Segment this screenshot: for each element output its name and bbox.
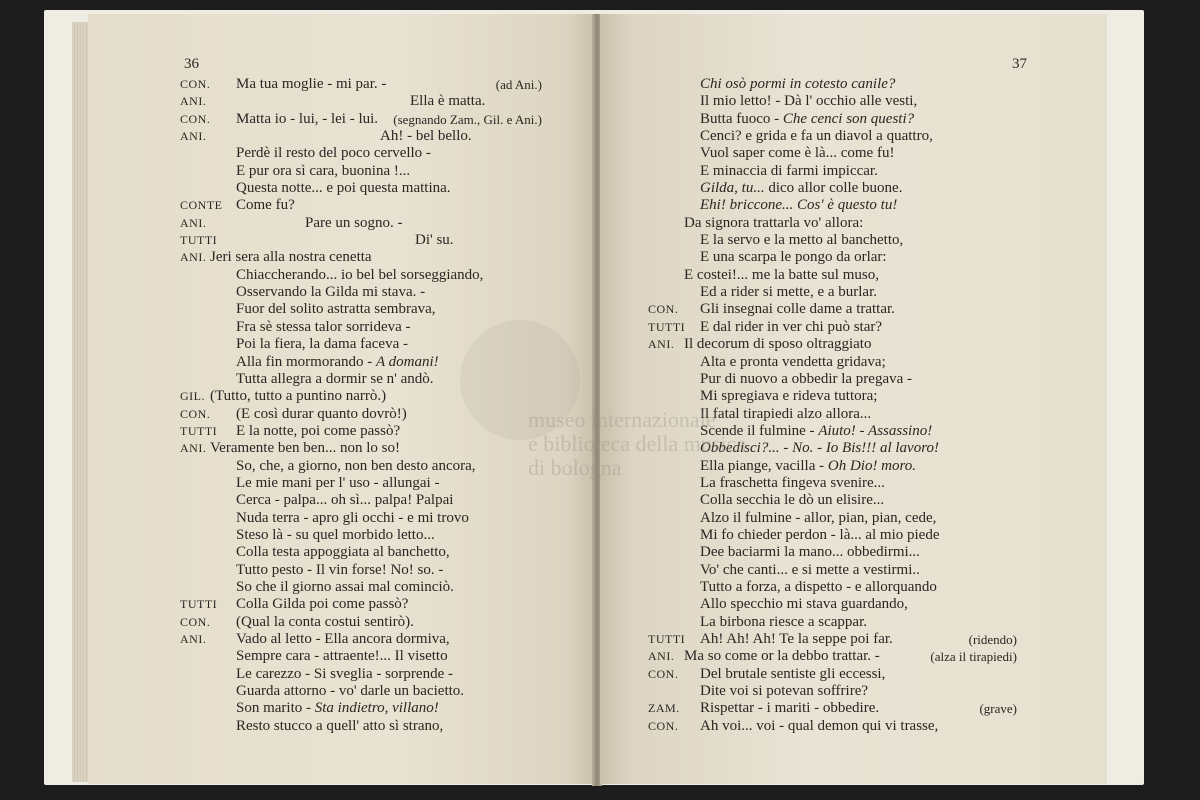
- speaker-label: ANI.: [180, 215, 207, 230]
- verse-text: [236, 492, 453, 509]
- verse-line: [600, 666, 1107, 683]
- verse-text: [700, 440, 939, 457]
- verse-line: [600, 614, 1107, 631]
- verse-plain: Alla fin mormorando -: [236, 353, 373, 370]
- speaker-label: TUTTI: [648, 632, 686, 646]
- verse-plain: Nuda terra - apro gli occhi - e mi trovo: [236, 509, 469, 526]
- verse-text: [684, 215, 863, 232]
- verse-line: [600, 145, 1107, 162]
- verse-plain: Jeri sera alla nostra cenetta: [210, 249, 372, 266]
- verse-text: [700, 700, 879, 717]
- verse-line: [88, 631, 596, 648]
- verse-text: [236, 596, 408, 613]
- verse-text: [380, 128, 472, 145]
- verse-text: [236, 423, 400, 440]
- verse-line: [88, 458, 596, 475]
- verse-line: [600, 267, 1107, 284]
- stage-direction: (ridendo): [968, 632, 1017, 647]
- verse-line: [600, 579, 1107, 596]
- verse-plain: Il mio letto! - Dà l' occhio alle vesti,: [700, 93, 918, 110]
- verse-plain: Dee baciarmi la mano... obbedirmi...: [700, 544, 920, 561]
- verse-line: [88, 284, 596, 301]
- verse-text: [700, 631, 893, 648]
- verse-line: [600, 336, 1107, 353]
- right-page-number: 37: [1012, 56, 1027, 72]
- verse-plain: Cerca - palpa... oh sì... palpa! Palpai: [236, 492, 454, 509]
- verse-plain: E la servo e la metto al banchetto,: [700, 232, 904, 249]
- verse-plain: E la notte, poi come passò?: [236, 422, 401, 439]
- verse-line: [600, 93, 1107, 110]
- verse-text: [236, 648, 448, 665]
- verse-plain: E minaccia di farmi impiccar.: [700, 162, 878, 179]
- verse-text: [236, 544, 450, 561]
- verse-line: [600, 163, 1107, 180]
- verse-plain: Ah voi... voi - qual demon qui vi trasse,: [700, 717, 939, 734]
- verse-text: [700, 111, 914, 128]
- verse-italic: Sta indietro, villano!: [314, 700, 439, 717]
- speaker-label: ANI.: [180, 250, 207, 265]
- verse-italic: Ehi! briccone... Cos' è questo tu!: [700, 197, 898, 214]
- verse-italic: Aiuto! - Assassino!: [818, 422, 933, 439]
- verse-text: [700, 683, 868, 700]
- verse-plain: Mi fo chieder perdon - là... al mio piede: [700, 526, 940, 543]
- verse-line: [88, 180, 596, 197]
- verse-line: [88, 666, 596, 683]
- watermark-logo: [460, 320, 580, 440]
- verse-text: [700, 388, 877, 405]
- verse-plain: Chiaccherando... io bel bel sorseggiando,: [236, 266, 484, 283]
- verse-plain: Ah! - bel bello.: [380, 128, 472, 145]
- verse-text: [236, 683, 464, 700]
- verse-text: [700, 145, 894, 162]
- verse-line: [600, 683, 1107, 700]
- watermark-line: di bologna: [528, 455, 622, 480]
- verse-text: [236, 111, 378, 128]
- verse-text: [700, 544, 920, 561]
- speaker-label: CON.: [180, 614, 211, 629]
- verse-italic: Oh Dio! moro.: [827, 457, 917, 474]
- verse-text: [700, 579, 937, 596]
- verse-text: [684, 336, 871, 353]
- verse-text: [700, 718, 938, 735]
- verse-text: [236, 406, 407, 423]
- stage-direction: (grave): [979, 701, 1017, 717]
- verse-plain: Alta e pronta vendetta gridava;: [700, 353, 886, 370]
- verse-text: [236, 319, 411, 336]
- verse-text: [236, 336, 408, 353]
- verse-text: [700, 614, 867, 631]
- verse-italic: Gilda, tu...: [700, 180, 765, 197]
- verse-line: [88, 510, 596, 527]
- speaker-label: ANI.: [180, 441, 207, 456]
- verse-line: [88, 475, 596, 492]
- verse-plain: E costei!... me la batte sul muso,: [684, 266, 879, 283]
- verse-line: [88, 614, 596, 631]
- verse-plain: Ma so come or la debbo trattar. -: [684, 648, 880, 665]
- verse-line: [600, 284, 1107, 301]
- verse-plain: Vado al letto - Ella ancora dormiva,: [236, 631, 450, 647]
- verse-text: [700, 284, 877, 301]
- speaker-label: TUTTI: [648, 319, 686, 334]
- stage-direction: (ad Ani.): [495, 77, 542, 92]
- verse-plain: Ah! Ah! Ah! Te la seppe poi far.: [700, 631, 893, 647]
- verse-line: [600, 371, 1107, 388]
- verse-line: [88, 197, 596, 214]
- speaker-label: TUTTI: [180, 597, 218, 612]
- verse-text: [236, 666, 453, 683]
- verse-plain: Resto stucco a quell' atto sì strano,: [236, 717, 444, 734]
- verse-plain: (E così durar quanto dovrò!): [236, 405, 407, 422]
- verse-plain: Ella è matta.: [410, 93, 486, 110]
- speaker-label: CON.: [180, 77, 211, 91]
- speaker-label: ANI.: [180, 129, 207, 144]
- verse-line: [600, 648, 1107, 665]
- verse-text: [236, 718, 443, 735]
- verse-line: [88, 93, 596, 110]
- verse-line: [600, 458, 1107, 475]
- verse-plain: Ma tua moglie - mi par. -: [236, 76, 387, 92]
- verse-plain: Butta fuoco -: [700, 110, 780, 127]
- verse-line: [600, 527, 1107, 544]
- verse-plain: Questa notte... e poi questa mattina.: [236, 180, 451, 197]
- right-page-text: [600, 76, 1107, 735]
- open-libretto-book: [72, 14, 1107, 786]
- verse-text: [210, 249, 372, 266]
- verse-plain: Le mie mani per l' uso - allungai -: [236, 474, 440, 491]
- verse-plain: Le carezzo - Si sveglia - sorprende -: [236, 665, 453, 682]
- verse-text: [236, 562, 443, 579]
- verse-line: [600, 440, 1107, 457]
- verse-plain: So che il giorno assai mal cominciò.: [236, 578, 454, 595]
- verse-line: [600, 544, 1107, 561]
- verse-line: [600, 631, 1107, 648]
- verse-line: [88, 232, 596, 249]
- verse-plain: Il decorum di sposo oltraggiato: [684, 336, 872, 353]
- verse-plain: Colla secchia le dò un elisire...: [700, 492, 885, 509]
- verse-text: [700, 527, 940, 544]
- verse-plain: Tutto a forza, a dispetto - e allorquando: [700, 578, 937, 595]
- verse-line: [88, 76, 596, 93]
- verse-line: [88, 562, 596, 579]
- verse-plain: Mi spregiava e rideva tuttora;: [700, 388, 878, 405]
- verse-text: [700, 232, 903, 249]
- verse-text: [410, 93, 485, 110]
- verse-text: [700, 492, 884, 509]
- verse-line: [88, 440, 596, 457]
- verse-line: [600, 76, 1107, 93]
- speaker-label: TUTTI: [180, 423, 218, 438]
- speaker-label: CON.: [648, 302, 679, 317]
- verse-line: [600, 423, 1107, 440]
- verse-plain: Alzo il fulmine - allor, pian, pian, cede,: [700, 509, 937, 526]
- verse-text: [700, 128, 933, 145]
- verse-plain: E una scarpa le pongo da orlar:: [700, 249, 887, 266]
- speaker-label: GIL.: [180, 389, 205, 404]
- speaker-label: TUTTI: [180, 233, 218, 248]
- verse-line: [88, 492, 596, 509]
- verse-plain: Pare un sogno. -: [305, 214, 403, 231]
- speaker-label: CONTE: [180, 198, 223, 213]
- speaker-label: CON.: [180, 111, 211, 126]
- verse-line: [88, 700, 596, 717]
- verse-line: [600, 128, 1107, 145]
- verse-text: [210, 440, 400, 457]
- verse-text: [236, 354, 439, 371]
- verse-plain: Poi la fiera, la dama faceva -: [236, 336, 408, 353]
- verse-line: [600, 111, 1107, 128]
- verse-plain: Matta io - lui, - lei - lui.: [236, 110, 379, 127]
- verse-line: [88, 163, 596, 180]
- verse-plain: Allo specchio mi stava guardando,: [700, 596, 908, 613]
- verse-line: [600, 596, 1107, 613]
- verse-text: [236, 267, 483, 284]
- verse-line: [88, 718, 596, 735]
- verse-text: [236, 631, 450, 648]
- verse-line: [600, 510, 1107, 527]
- verse-plain: Del brutale sentiste gli eccessi,: [700, 665, 886, 682]
- verse-plain: Il fatal tirapiedi alzo allora...: [700, 405, 872, 422]
- verse-text: [700, 562, 920, 579]
- left-page-number: 36: [184, 56, 199, 72]
- verse-plain: Pur di nuovo a obbedir la pregava -: [700, 370, 913, 387]
- verse-text: [236, 163, 410, 180]
- verse-line: [88, 267, 596, 284]
- verse-line: [600, 215, 1107, 232]
- verse-italic: Che cenci son questi?: [782, 110, 915, 127]
- verse-text: [700, 371, 912, 388]
- verse-text: [210, 388, 386, 405]
- verse-text: [236, 180, 451, 197]
- verse-line: [600, 319, 1107, 336]
- verse-text: [236, 76, 386, 93]
- verse-line: [88, 111, 596, 128]
- verse-plain: Sempre cara - attraente!... Il visetto: [236, 648, 448, 665]
- verse-text: [700, 163, 878, 180]
- verse-plain: E pur ora sì cara, buonina !...: [236, 162, 411, 179]
- verse-line: [88, 596, 596, 613]
- verse-text: [236, 527, 435, 544]
- verse-plain: Steso là - su quel morbido letto...: [236, 526, 435, 543]
- verse-line: [88, 301, 596, 318]
- verse-text: [700, 406, 871, 423]
- verse-line: [88, 128, 596, 145]
- verse-line: [600, 197, 1107, 214]
- verse-plain: Gli insegnai colle dame a trattar.: [700, 301, 895, 318]
- verse-plain: La fraschetta fingeva svenire...: [700, 474, 885, 491]
- verse-line: [600, 232, 1107, 249]
- speaker-label: ANI.: [180, 94, 207, 109]
- verse-line: [600, 249, 1107, 266]
- verse-italic: A domani!: [375, 353, 439, 370]
- verse-plain: Fuor del solito astratta sembrava,: [236, 301, 436, 318]
- verse-text: [684, 267, 879, 284]
- verse-plain: So, che, a giorno, non ben desto ancora,: [236, 457, 476, 474]
- verse-plain: Scende il fulmine -: [700, 422, 815, 439]
- verse-line: [600, 700, 1107, 717]
- verse-plain: Come fu?: [236, 197, 295, 214]
- verse-text: [700, 93, 917, 110]
- verse-text: [236, 371, 434, 388]
- verse-italic: Obbedisci?... - No. - Io Bis!!! al lavoro!: [700, 440, 939, 457]
- verse-text: [700, 666, 885, 683]
- verse-text: [236, 284, 425, 301]
- verse-line: [600, 301, 1107, 318]
- speaker-label: ANI.: [180, 632, 207, 646]
- verse-plain: Da signora trattarla vo' allora:: [684, 214, 864, 231]
- verse-plain: Colla Gilda poi come passò?: [236, 596, 409, 613]
- verse-text: [700, 475, 885, 492]
- stage-direction: (alza il tirapiedi): [930, 649, 1017, 665]
- verse-line: [88, 249, 596, 266]
- verse-plain: Cenci? e grida e fa un diavol a quattro,: [700, 128, 933, 145]
- verse-text: [700, 319, 882, 336]
- speaker-label: ANI.: [648, 649, 675, 664]
- verse-text: [236, 614, 414, 631]
- verse-text: [236, 197, 295, 214]
- verse-text: [415, 232, 454, 249]
- verse-text: [236, 475, 439, 492]
- verse-plain: Colla testa appoggiata al banchetto,: [236, 544, 450, 561]
- verse-plain: La birbona riesce a scappar.: [700, 613, 867, 630]
- verse-line: [600, 180, 1107, 197]
- verse-plain: dico allor colle buone.: [764, 180, 903, 197]
- verse-plain: Son marito -: [236, 700, 311, 717]
- verse-text: [700, 197, 897, 214]
- verse-text: [700, 510, 936, 527]
- verse-plain: Di' su.: [415, 232, 454, 249]
- verse-line: [600, 406, 1107, 423]
- verse-line: [88, 579, 596, 596]
- speaker-label: ZAM.: [648, 701, 680, 716]
- verse-text: [700, 249, 887, 266]
- verse-line: [88, 683, 596, 700]
- watermark-line: museo internazionale: [528, 407, 716, 432]
- verse-plain: Guarda attorno - vo' darle un bacietto.: [236, 683, 465, 700]
- right-page: [600, 14, 1107, 784]
- verse-plain: Osservando la Gilda mi stava. -: [236, 284, 426, 301]
- verse-text: [700, 596, 908, 613]
- watermark-line: e biblioteca della musica: [528, 431, 747, 456]
- verse-text: [236, 301, 436, 318]
- verse-line: [600, 388, 1107, 405]
- verse-plain: E dal rider in ver chi può star?: [700, 318, 883, 335]
- verse-text: [236, 458, 476, 475]
- verse-text: [305, 215, 403, 232]
- verse-text: [684, 648, 880, 665]
- verse-line: [88, 544, 596, 561]
- verse-line: [88, 215, 596, 232]
- verse-text: [700, 354, 886, 371]
- verse-text: [236, 510, 469, 527]
- verse-plain: Fra sè stessa talor sorrideva -: [236, 318, 411, 335]
- verse-plain: Ella piange, vacilla -: [700, 457, 825, 474]
- verse-plain: Veramente ben ben... non lo so!: [210, 440, 400, 457]
- verse-plain: Rispettar - i mariti - obbedire.: [700, 700, 880, 717]
- verse-text: [700, 180, 902, 197]
- verse-text: [236, 579, 454, 596]
- speaker-label: CON.: [180, 406, 211, 421]
- verse-plain: Tutta allegra a dormir se n' andò.: [236, 370, 434, 387]
- verse-text: [700, 76, 895, 93]
- verse-text: [700, 423, 932, 440]
- verse-plain: (Tutto, tutto a puntino narrò.): [210, 388, 387, 405]
- verse-plain: Tutto pesto - Il vin forse! No! so. -: [236, 561, 444, 578]
- verse-text: [700, 301, 895, 318]
- verse-line: [88, 145, 596, 162]
- verse-line: [88, 527, 596, 544]
- verse-line: [600, 718, 1107, 735]
- stage-direction: (segnando Zam., Gil. e Ani.): [393, 111, 542, 127]
- speaker-label: ANI.: [648, 337, 675, 352]
- verse-line: [600, 354, 1107, 371]
- verse-plain: Ed a rider si mette, e a burlar.: [700, 284, 878, 301]
- verse-italic: Chi osò pormi in cotesto canile?: [700, 76, 896, 92]
- verse-plain: (Qual la conta costui sentirò).: [236, 613, 414, 630]
- verse-plain: Perdè il resto del poco cervello -: [236, 145, 431, 162]
- verse-line: [600, 562, 1107, 579]
- verse-text: [700, 458, 916, 475]
- speaker-label: CON.: [648, 666, 679, 681]
- verse-plain: Vo' che canti... e si mette a vestirmi..: [700, 561, 920, 578]
- verse-line: [88, 648, 596, 665]
- verse-plain: Vuol saper come è là... come fu!: [700, 145, 895, 162]
- verse-line: [600, 475, 1107, 492]
- verse-text: [236, 700, 439, 717]
- verse-text: [236, 145, 431, 162]
- speaker-label: CON.: [648, 718, 679, 733]
- verse-line: [600, 492, 1107, 509]
- verse-plain: Dite voi si potevan soffrire?: [700, 683, 869, 700]
